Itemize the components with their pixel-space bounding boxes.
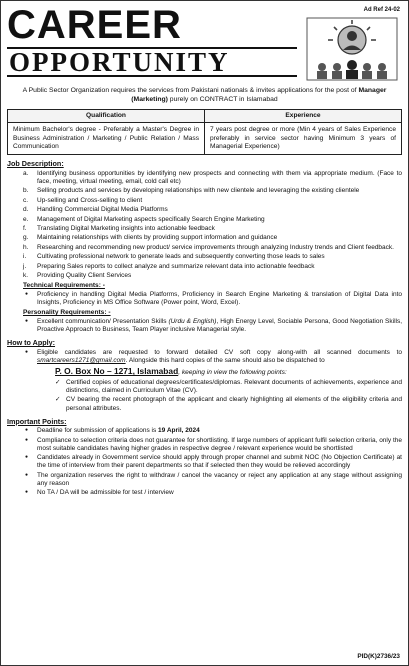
deadline-date: 19 April, 2024 (158, 427, 200, 435)
list-item: ● Compliance to selection criteria does not guarantee for shortlisting. If large numbers of applicant fulfil selection criteria, only the most suitable candidates having higher grades in respective degree / relevant experience would be shortlisted (23, 437, 402, 454)
list-item (23, 197, 402, 205)
qualification-header: Qualification (8, 109, 205, 122)
ad-reference: Ad Ref 24-02 (363, 7, 400, 13)
list-item (23, 349, 402, 366)
personality-requirements-list (7, 318, 402, 335)
item-letter: f. (23, 224, 27, 232)
item-text: Providing Quality Client Services (37, 272, 132, 279)
list-item (23, 216, 402, 224)
list-item: ✓ Certified copies of educational degrees/certificates/diplomas. Relevant documents of achievements, experience and distinctions, claimed in Curriculum Vitae (CV). (55, 379, 402, 396)
list-item (23, 253, 402, 261)
email-link[interactable]: smartcareers1271@gmail.com (37, 356, 126, 364)
job-description-list (7, 170, 402, 281)
experience-cell: 7 years post degree or more (Min 4 years of Sales Experience preferably in service sector having Minimum 3 years of Managerial Experience) (205, 123, 402, 155)
title-opportunity: OPPORTUNITY (9, 47, 230, 77)
pid-number: PID(K)2736/23 (357, 652, 400, 660)
intro-part1: A Public Sector Organization requires the services from Pakistani nationals & invites applications for the post of (22, 87, 359, 94)
item-text: Translating Digital Marketing insights into actionable feedback (37, 224, 215, 232)
list-item (23, 427, 402, 435)
po-box-address: P. O. Box No – 1271, Islamabad (55, 366, 179, 377)
list-item (23, 272, 402, 280)
deadline-text: Deadline for submission of applications is (37, 427, 159, 435)
apply-text2: . Alongside this hard copies of the same should also be dispatched to (125, 356, 325, 364)
item-letter: k. (23, 272, 29, 279)
list-item: ● The organization reserves the right to withdraw / cancel the vacancy or reject any application at any stage without assigning any reason (23, 472, 402, 489)
personality-post: , High Energy Level, Sociable Persona, Good Negotiation Skills, Proactive Approach to Business, Team Player inclusive Managerial style. (37, 317, 403, 334)
list-item: ● Proficiency in handling Digital Media Platforms, Proficiency in Search Engine Marketing & translation of Digital Data into Insights, Proficiency in MS Office Software (Power point, Word, Excel). (23, 291, 402, 308)
title-career: CAREER (7, 3, 182, 47)
po-box-note: , keeping in view the following points: (178, 369, 287, 377)
documents-checklist (7, 379, 402, 413)
post-title: Manager (Marketing) (131, 87, 387, 103)
experience-header: Experience (205, 109, 402, 122)
important-points-list (7, 427, 402, 498)
item-letter: h. (23, 243, 29, 251)
list-item: ● No TA / DA will be admissible for test / interview (23, 489, 402, 497)
list-item (23, 170, 402, 187)
list-item (23, 318, 402, 335)
qualification-table (7, 109, 402, 156)
item-text: Selling products and services by developing relationships with new clientele and leveraging the existing clientele (37, 187, 360, 195)
list-item (23, 234, 402, 242)
item-text: Preparing Sales reports to collect analyze and summarize relevant data into actionable feedback (37, 262, 315, 270)
apply-text1: Eligible candidates are requested to forward detailed CV soft copy along-with all scanned documents to (37, 348, 402, 356)
item-text: Up-selling and Cross-selling to client (37, 196, 143, 204)
career-presenter-icon (306, 17, 398, 81)
how-to-apply-list (7, 349, 402, 366)
list-item: ● Candidates already in Government service should apply through proper channel and submit NOC (No Objection Certificate) at the time of interview from their parent departments so that if selected then they would be relieved accordingly (23, 454, 402, 471)
header (7, 5, 402, 83)
list-item (23, 244, 402, 252)
list-item (23, 225, 402, 233)
personality-requirements-heading: Personality Requirements: - (23, 309, 111, 317)
list-item (23, 263, 402, 271)
item-letter: b. (23, 187, 29, 195)
list-item: ✓ CV bearing the recent photograph of the applicant and clearly highlighting all elements of the eligibility criteria and personal attributes. (55, 396, 402, 413)
item-letter: g. (23, 234, 29, 242)
item-letter: e. (23, 215, 29, 223)
list-item (23, 187, 402, 195)
personality-pre: Excellent communication/ Presentation Skills (37, 317, 169, 325)
item-letter: c. (23, 196, 29, 204)
item-letter: j. (23, 262, 27, 270)
technical-requirements-list (7, 291, 402, 308)
item-letter: i. (23, 253, 27, 261)
job-description-heading: Job Description: (7, 159, 64, 169)
important-points-heading: Important Points: (7, 416, 67, 426)
how-to-apply-heading: How to Apply: (7, 338, 56, 348)
item-text: Management of Digital Marketing aspects specifically Search Engine Marketing (37, 215, 265, 223)
personality-lang: (Urdu & English) (168, 317, 217, 325)
item-text: Identifying business opportunities by identifying new prospects and connecting with them via appropriate medium. (Face to face, meeting, virtual meeting, email, cold call etc) (37, 169, 402, 185)
item-text: Handling Commercial Digital Media Platforms (37, 206, 168, 214)
po-box (7, 366, 402, 377)
intro-text (7, 87, 402, 105)
technical-requirements-heading: Technical Requirements: - (23, 282, 105, 290)
item-text: Maintaining relationships with clients by providing support information and guidance (37, 234, 278, 242)
item-letter: a. (23, 169, 29, 177)
intro-part2: purely on CONTRACT in Islamabad (167, 95, 278, 103)
qualification-cell: Minimum Bachelor's degree - Preferably a Master's Degree in Business Administration / Marketing / Public Relation / Mass Communication (8, 123, 205, 155)
item-text: Cultivating professional network to generate leads and subsequently converting those leads to sales (37, 253, 325, 261)
item-text: Researching and recommending new product/ service improvements through analyzing Industry trends and Client feedback. (37, 243, 394, 251)
item-letter: d. (23, 206, 29, 214)
title-opportunity-band (7, 47, 297, 77)
list-item (23, 206, 402, 214)
